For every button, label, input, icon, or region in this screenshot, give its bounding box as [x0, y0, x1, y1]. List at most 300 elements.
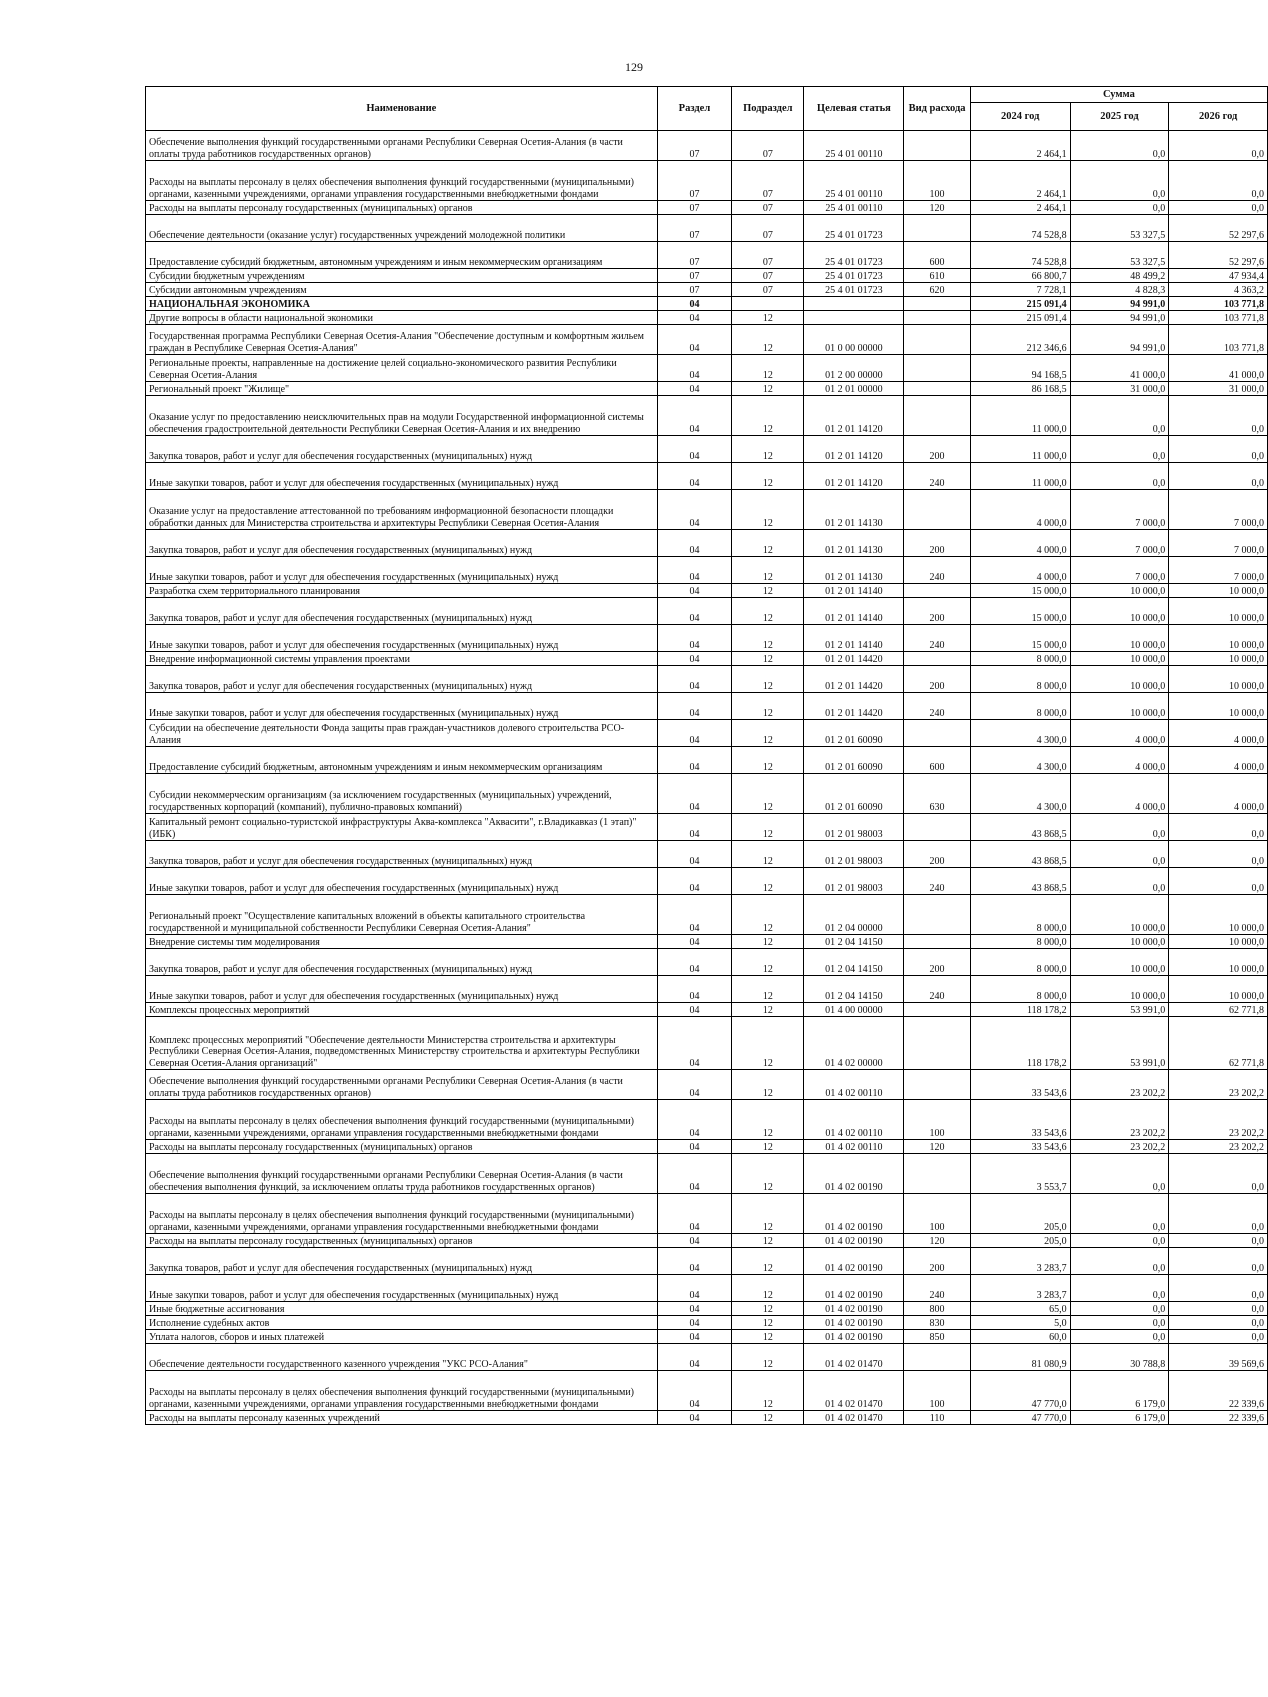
- row-value-2026: 10 000,0: [1169, 625, 1268, 652]
- row-subsection: 12: [732, 666, 804, 693]
- row-target: 01 2 04 14150: [804, 935, 904, 949]
- row-value-2024: 3 553,7: [970, 1154, 1070, 1194]
- row-name: Иные закупки товаров, работ и услуг для обеспечения государственных (муниципальных) нужд: [146, 868, 658, 895]
- table-row: [146, 325, 1268, 355]
- row-expense-type: 200: [904, 598, 971, 625]
- table-row: [146, 720, 1268, 747]
- row-value-2025: 23 202,2: [1070, 1140, 1169, 1154]
- row-name: Расходы на выплаты персоналу государственных (муниципальных) органов: [146, 1140, 658, 1154]
- row-section: 04: [657, 895, 732, 935]
- row-expense-type: 610: [904, 269, 971, 283]
- table-row: [146, 161, 1268, 201]
- row-name: Расходы на выплаты персоналу в целях обеспечения выполнения функций государственными (муниципальными) органами, казенными учреждениями, органами управления государственными внебюджетными фондами: [146, 1194, 658, 1234]
- row-target: 01 2 01 98003: [804, 814, 904, 841]
- row-value-2026: 0,0: [1169, 868, 1268, 895]
- row-value-2025: 30 788,8: [1070, 1344, 1169, 1371]
- row-section: 04: [657, 355, 732, 382]
- row-subsection: 12: [732, 584, 804, 598]
- row-expense-type: [904, 1154, 971, 1194]
- row-target: 01 4 02 00190: [804, 1234, 904, 1248]
- row-target: 01 2 01 60090: [804, 720, 904, 747]
- row-value-2024: 11 000,0: [970, 436, 1070, 463]
- row-name: Расходы на выплаты персоналу в целях обеспечения выполнения функций государственными (муниципальными) органами, казенными учреждениями, органами управления государственными внебюджетными фондами: [146, 161, 658, 201]
- row-target: 25 4 01 01723: [804, 242, 904, 269]
- row-section: 04: [657, 1100, 732, 1140]
- row-target: 01 4 02 00190: [804, 1275, 904, 1302]
- row-subsection: 12: [732, 747, 804, 774]
- row-expense-type: [904, 935, 971, 949]
- row-target: 01 2 01 14130: [804, 557, 904, 584]
- row-subsection: [732, 297, 804, 311]
- row-target: 01 2 04 14150: [804, 976, 904, 1003]
- row-target: 25 4 01 00110: [804, 131, 904, 161]
- row-section: 04: [657, 1194, 732, 1234]
- row-value-2024: 94 168,5: [970, 355, 1070, 382]
- header-section: Раздел: [657, 87, 732, 131]
- row-subsection: 12: [732, 1411, 804, 1425]
- row-name: Комплекс процессных мероприятий "Обеспечение деятельности Министерства строительства и архитектуры Республики Северная Осетия-Алания, подведомственных Министерству строительства и архитектуры Республики Северная Осетия-Алания организаций": [146, 1017, 658, 1070]
- row-expense-type: [904, 297, 971, 311]
- table-row: [146, 1140, 1268, 1154]
- row-value-2025: 10 000,0: [1070, 666, 1169, 693]
- row-value-2026: 10 000,0: [1169, 652, 1268, 666]
- row-value-2025: 10 000,0: [1070, 625, 1169, 652]
- row-value-2025: 0,0: [1070, 1330, 1169, 1344]
- row-subsection: 12: [732, 1330, 804, 1344]
- row-target: 01 4 02 01470: [804, 1344, 904, 1371]
- row-name: Закупка товаров, работ и услуг для обеспечения государственных (муниципальных) нужд: [146, 666, 658, 693]
- row-target: 01 4 02 01470: [804, 1411, 904, 1425]
- row-value-2026: 23 202,2: [1169, 1140, 1268, 1154]
- row-expense-type: 620: [904, 283, 971, 297]
- row-section: 04: [657, 1140, 732, 1154]
- row-value-2026: 62 771,8: [1169, 1003, 1268, 1017]
- row-target: 01 2 01 98003: [804, 868, 904, 895]
- header-expense-type: Вид расхода: [904, 87, 971, 131]
- row-section: 04: [657, 436, 732, 463]
- row-section: 04: [657, 1154, 732, 1194]
- row-section: 07: [657, 215, 732, 242]
- row-section: 07: [657, 242, 732, 269]
- row-name: Обеспечение выполнения функций государственными органами Республики Северная Осетия-Алания (в части оплаты труда работников государственных органов): [146, 131, 658, 161]
- row-expense-type: 240: [904, 693, 971, 720]
- table-row: [146, 774, 1268, 814]
- row-value-2024: 2 464,1: [970, 161, 1070, 201]
- row-subsection: 12: [732, 598, 804, 625]
- row-name: Предоставление субсидий бюджетным, автономным учреждениям и иным некоммерческим организациям: [146, 242, 658, 269]
- row-value-2024: 60,0: [970, 1330, 1070, 1344]
- row-value-2025: 10 000,0: [1070, 584, 1169, 598]
- row-target: 01 2 01 60090: [804, 774, 904, 814]
- row-value-2025: 94 991,0: [1070, 297, 1169, 311]
- row-value-2024: 86 168,5: [970, 382, 1070, 396]
- row-name: Региональный проект "Жилище": [146, 382, 658, 396]
- table-row: [146, 949, 1268, 976]
- row-value-2025: 0,0: [1070, 463, 1169, 490]
- row-value-2025: 0,0: [1070, 814, 1169, 841]
- row-subsection: 12: [732, 1371, 804, 1411]
- row-value-2026: 31 000,0: [1169, 382, 1268, 396]
- row-value-2025: 6 179,0: [1070, 1371, 1169, 1411]
- row-name: Обеспечение выполнения функций государственными органами Республики Северная Осетия-Алания (в части обеспечения выполнения функций, за исключением оплаты труда работников государственных органов): [146, 1154, 658, 1194]
- row-value-2025: 10 000,0: [1070, 935, 1169, 949]
- row-target: 25 4 01 01723: [804, 283, 904, 297]
- row-subsection: 12: [732, 935, 804, 949]
- row-name: Обеспечение деятельности государственного казенного учреждения "УКС РСО-Алания": [146, 1344, 658, 1371]
- row-target: 01 4 02 00110: [804, 1100, 904, 1140]
- row-value-2025: 4 828,3: [1070, 283, 1169, 297]
- table-row: [146, 1234, 1268, 1248]
- row-value-2026: 0,0: [1169, 1248, 1268, 1275]
- row-section: 04: [657, 1017, 732, 1070]
- row-subsection: 12: [732, 625, 804, 652]
- table-row: [146, 297, 1268, 311]
- row-name: Закупка товаров, работ и услуг для обеспечения государственных (муниципальных) нужд: [146, 530, 658, 557]
- row-value-2026: 0,0: [1169, 1275, 1268, 1302]
- row-target: 01 2 04 14150: [804, 949, 904, 976]
- row-value-2025: 6 179,0: [1070, 1411, 1169, 1425]
- row-target: 01 2 01 60090: [804, 747, 904, 774]
- row-subsection: 12: [732, 814, 804, 841]
- row-value-2024: 47 770,0: [970, 1411, 1070, 1425]
- row-value-2025: 0,0: [1070, 161, 1169, 201]
- row-target: 25 4 01 01723: [804, 269, 904, 283]
- row-target: 01 4 02 00190: [804, 1302, 904, 1316]
- table-row: [146, 935, 1268, 949]
- row-value-2024: 8 000,0: [970, 949, 1070, 976]
- row-value-2026: 0,0: [1169, 436, 1268, 463]
- row-value-2024: 15 000,0: [970, 598, 1070, 625]
- row-expense-type: [904, 584, 971, 598]
- row-section: 04: [657, 1371, 732, 1411]
- row-value-2024: 7 728,1: [970, 283, 1070, 297]
- row-value-2026: 103 771,8: [1169, 311, 1268, 325]
- row-subsection: 12: [732, 652, 804, 666]
- row-value-2024: 4 300,0: [970, 720, 1070, 747]
- row-value-2026: 103 771,8: [1169, 325, 1268, 355]
- header-target: Целевая статья: [804, 87, 904, 131]
- row-value-2026: 10 000,0: [1169, 976, 1268, 1003]
- row-value-2026: 10 000,0: [1169, 949, 1268, 976]
- row-section: 04: [657, 1070, 732, 1100]
- row-value-2024: 4 300,0: [970, 774, 1070, 814]
- row-expense-type: [904, 396, 971, 436]
- table-body: [146, 131, 1268, 1425]
- row-target: [804, 297, 904, 311]
- row-section: 04: [657, 598, 732, 625]
- table-row: [146, 976, 1268, 1003]
- row-value-2026: 0,0: [1169, 1316, 1268, 1330]
- row-section: 04: [657, 1411, 732, 1425]
- row-expense-type: 120: [904, 201, 971, 215]
- row-expense-type: [904, 895, 971, 935]
- row-name: Закупка товаров, работ и услуг для обеспечения государственных (муниципальных) нужд: [146, 436, 658, 463]
- row-expense-type: 100: [904, 1100, 971, 1140]
- row-name: Оказание услуг на предоставление аттестованной по требованиям информационной безопасности площадки обработки данных для Министерства строительства и архитектуры Республики Северная Осетия-Алания: [146, 490, 658, 530]
- row-target: 01 4 02 00110: [804, 1070, 904, 1100]
- row-value-2026: 23 202,2: [1169, 1100, 1268, 1140]
- row-value-2025: 31 000,0: [1070, 382, 1169, 396]
- row-value-2025: 0,0: [1070, 1316, 1169, 1330]
- row-value-2025: 4 000,0: [1070, 747, 1169, 774]
- row-name: Расходы на выплаты персоналу в целях обеспечения выполнения функций государственными (муниципальными) органами, казенными учреждениями, органами управления государственными внебюджетными фондами: [146, 1100, 658, 1140]
- row-subsection: 12: [732, 490, 804, 530]
- row-name: Предоставление субсидий бюджетным, автономным учреждениям и иным некоммерческим организациям: [146, 747, 658, 774]
- table-row: [146, 382, 1268, 396]
- row-section: 04: [657, 1330, 732, 1344]
- table-row: [146, 1302, 1268, 1316]
- row-value-2024: 65,0: [970, 1302, 1070, 1316]
- row-name: Субсидии бюджетным учреждениям: [146, 269, 658, 283]
- row-value-2025: 0,0: [1070, 1248, 1169, 1275]
- row-target: 25 4 01 00110: [804, 201, 904, 215]
- table-row: [146, 1070, 1268, 1100]
- row-subsection: 12: [732, 1316, 804, 1330]
- table-row: [146, 269, 1268, 283]
- row-name: Закупка товаров, работ и услуг для обеспечения государственных (муниципальных) нужд: [146, 949, 658, 976]
- row-value-2025: 94 991,0: [1070, 325, 1169, 355]
- row-name: Региональные проекты, направленные на достижение целей социально-экономического развития Республики Северная Осетия-Алания: [146, 355, 658, 382]
- table-row: [146, 868, 1268, 895]
- row-value-2024: 15 000,0: [970, 625, 1070, 652]
- row-value-2025: 48 499,2: [1070, 269, 1169, 283]
- row-value-2024: 4 000,0: [970, 530, 1070, 557]
- row-subsection: 07: [732, 242, 804, 269]
- row-subsection: 12: [732, 1234, 804, 1248]
- row-subsection: 12: [732, 325, 804, 355]
- row-expense-type: 100: [904, 161, 971, 201]
- table-row: [146, 1154, 1268, 1194]
- row-value-2024: 118 178,2: [970, 1003, 1070, 1017]
- row-target: 01 4 02 00000: [804, 1017, 904, 1070]
- row-target: 01 4 02 00190: [804, 1316, 904, 1330]
- row-name: Внедрение информационной системы управления проектами: [146, 652, 658, 666]
- row-expense-type: 600: [904, 747, 971, 774]
- row-expense-type: 200: [904, 841, 971, 868]
- row-value-2025: 0,0: [1070, 1275, 1169, 1302]
- row-value-2026: 39 569,6: [1169, 1344, 1268, 1371]
- row-value-2024: 3 283,7: [970, 1248, 1070, 1275]
- row-target: 01 2 01 14420: [804, 666, 904, 693]
- row-section: 04: [657, 557, 732, 584]
- row-expense-type: 240: [904, 625, 971, 652]
- row-value-2024: 43 868,5: [970, 814, 1070, 841]
- table-row: [146, 201, 1268, 215]
- row-value-2024: 8 000,0: [970, 666, 1070, 693]
- row-subsection: 12: [732, 1100, 804, 1140]
- row-target: 01 2 01 14120: [804, 396, 904, 436]
- row-name: Субсидии автономным учреждениям: [146, 283, 658, 297]
- row-target: 01 2 04 00000: [804, 895, 904, 935]
- row-target: 01 4 02 00190: [804, 1194, 904, 1234]
- row-section: 04: [657, 949, 732, 976]
- row-name: Оказание услуг по предоставлению неисключительных прав на модули Государственной информационной системы обеспечения градостроительной деятельности Республики Северная Осетия-Алания и их внедрению: [146, 396, 658, 436]
- row-section: 04: [657, 693, 732, 720]
- row-value-2024: 8 000,0: [970, 652, 1070, 666]
- row-value-2024: 33 543,6: [970, 1140, 1070, 1154]
- header-sum: Сумма: [970, 87, 1267, 103]
- row-expense-type: 240: [904, 557, 971, 584]
- row-value-2026: 62 771,8: [1169, 1017, 1268, 1070]
- row-value-2026: 0,0: [1169, 161, 1268, 201]
- row-value-2024: 11 000,0: [970, 463, 1070, 490]
- row-value-2025: 4 000,0: [1070, 720, 1169, 747]
- table-row: [146, 1194, 1268, 1234]
- row-subsection: 07: [732, 283, 804, 297]
- row-value-2025: 41 000,0: [1070, 355, 1169, 382]
- row-expense-type: 200: [904, 949, 971, 976]
- row-value-2026: 0,0: [1169, 1234, 1268, 1248]
- row-expense-type: 240: [904, 1275, 971, 1302]
- row-name: Иные закупки товаров, работ и услуг для обеспечения государственных (муниципальных) нужд: [146, 625, 658, 652]
- row-value-2026: 0,0: [1169, 131, 1268, 161]
- row-value-2026: 47 934,4: [1169, 269, 1268, 283]
- row-expense-type: 850: [904, 1330, 971, 1344]
- row-target: 01 2 01 98003: [804, 841, 904, 868]
- row-name: Закупка товаров, работ и услуг для обеспечения государственных (муниципальных) нужд: [146, 841, 658, 868]
- row-subsection: 12: [732, 382, 804, 396]
- row-section: 04: [657, 311, 732, 325]
- row-value-2026: 7 000,0: [1169, 490, 1268, 530]
- table-row: [146, 895, 1268, 935]
- row-value-2024: 215 091,4: [970, 297, 1070, 311]
- row-value-2026: 52 297,6: [1169, 242, 1268, 269]
- table-row: [146, 814, 1268, 841]
- row-name: Региональный проект "Осуществление капитальных вложений в объекты капитального строительства государственной и муниципальной собственности Республики Северная Осетия-Алания": [146, 895, 658, 935]
- row-name: Субсидии на обеспечение деятельности Фонда защиты прав граждан-участников долевого строительства РСО-Алания: [146, 720, 658, 747]
- row-name: Иные закупки товаров, работ и услуг для обеспечения государственных (муниципальных) нужд: [146, 557, 658, 584]
- row-section: 04: [657, 1003, 732, 1017]
- row-value-2025: 10 000,0: [1070, 976, 1169, 1003]
- table-row: [146, 625, 1268, 652]
- table-row: [146, 490, 1268, 530]
- row-target: 01 4 00 00000: [804, 1003, 904, 1017]
- row-name: Уплата налогов, сборов и иных платежей: [146, 1330, 658, 1344]
- row-expense-type: 240: [904, 868, 971, 895]
- row-value-2024: 215 091,4: [970, 311, 1070, 325]
- header-subsection: Подраздел: [732, 87, 804, 131]
- row-section: 07: [657, 161, 732, 201]
- row-name: Комплексы процессных мероприятий: [146, 1003, 658, 1017]
- row-target: [804, 311, 904, 325]
- row-subsection: 12: [732, 1017, 804, 1070]
- row-expense-type: 600: [904, 242, 971, 269]
- row-section: 04: [657, 382, 732, 396]
- row-name: Иные закупки товаров, работ и услуг для обеспечения государственных (муниципальных) нужд: [146, 693, 658, 720]
- row-section: 04: [657, 1344, 732, 1371]
- table-row: [146, 396, 1268, 436]
- row-value-2025: 53 991,0: [1070, 1003, 1169, 1017]
- row-value-2026: 0,0: [1169, 201, 1268, 215]
- row-expense-type: [904, 652, 971, 666]
- table-row: [146, 1003, 1268, 1017]
- row-name: НАЦИОНАЛЬНАЯ ЭКОНОМИКА: [146, 297, 658, 311]
- row-expense-type: 200: [904, 436, 971, 463]
- row-target: 01 2 01 14130: [804, 530, 904, 557]
- row-value-2026: 0,0: [1169, 814, 1268, 841]
- row-subsection: 07: [732, 161, 804, 201]
- row-value-2025: 10 000,0: [1070, 895, 1169, 935]
- header-2025: 2025 год: [1070, 103, 1169, 131]
- row-value-2025: 10 000,0: [1070, 693, 1169, 720]
- row-name: Внедрение системы тим моделирования: [146, 935, 658, 949]
- row-section: 04: [657, 1234, 732, 1248]
- table-row: [146, 584, 1268, 598]
- row-expense-type: 200: [904, 666, 971, 693]
- row-subsection: 12: [732, 355, 804, 382]
- table-row: [146, 242, 1268, 269]
- page-number: 129: [625, 60, 643, 74]
- row-expense-type: [904, 1344, 971, 1371]
- row-value-2024: 47 770,0: [970, 1371, 1070, 1411]
- row-target: 01 4 02 00190: [804, 1248, 904, 1275]
- row-expense-type: 200: [904, 1248, 971, 1275]
- row-expense-type: 100: [904, 1371, 971, 1411]
- row-subsection: 07: [732, 201, 804, 215]
- row-name: Капитальный ремонт социально-туристской инфраструктуры Аква-комплекса "Аквасити", г.Владикавказ (1 этап)" (ИБК): [146, 814, 658, 841]
- table-row: [146, 652, 1268, 666]
- row-value-2026: 103 771,8: [1169, 297, 1268, 311]
- row-value-2025: 0,0: [1070, 1302, 1169, 1316]
- row-section: 04: [657, 1275, 732, 1302]
- row-expense-type: [904, 355, 971, 382]
- row-value-2025: 0,0: [1070, 1194, 1169, 1234]
- row-section: 07: [657, 269, 732, 283]
- row-value-2024: 118 178,2: [970, 1017, 1070, 1070]
- row-subsection: 12: [732, 774, 804, 814]
- row-value-2025: 0,0: [1070, 1154, 1169, 1194]
- row-value-2025: 53 991,0: [1070, 1017, 1169, 1070]
- row-value-2026: 0,0: [1169, 1330, 1268, 1344]
- row-value-2026: 0,0: [1169, 463, 1268, 490]
- table-row: [146, 1017, 1268, 1070]
- row-subsection: 12: [732, 1302, 804, 1316]
- row-value-2026: 4 000,0: [1169, 774, 1268, 814]
- row-value-2024: 212 346,6: [970, 325, 1070, 355]
- row-section: 04: [657, 1248, 732, 1275]
- row-subsection: 12: [732, 895, 804, 935]
- row-section: 04: [657, 625, 732, 652]
- row-value-2025: 10 000,0: [1070, 949, 1169, 976]
- row-expense-type: [904, 720, 971, 747]
- row-value-2025: 7 000,0: [1070, 530, 1169, 557]
- row-section: 04: [657, 584, 732, 598]
- row-value-2024: 43 868,5: [970, 868, 1070, 895]
- row-value-2024: 74 528,8: [970, 215, 1070, 242]
- header-2024: 2024 год: [970, 103, 1070, 131]
- row-section: 04: [657, 841, 732, 868]
- row-name: Разработка схем территориального планирования: [146, 584, 658, 598]
- table-row: [146, 463, 1268, 490]
- table-row: [146, 1275, 1268, 1302]
- row-value-2025: 0,0: [1070, 201, 1169, 215]
- row-target: 01 2 01 14140: [804, 625, 904, 652]
- table-row: [146, 747, 1268, 774]
- row-value-2024: 8 000,0: [970, 976, 1070, 1003]
- row-subsection: 12: [732, 1003, 804, 1017]
- row-subsection: 12: [732, 1140, 804, 1154]
- row-name: Расходы на выплаты персоналу в целях обеспечения выполнения функций государственными (муниципальными) органами, казенными учреждениями, органами управления государственными внебюджетными фондами: [146, 1371, 658, 1411]
- row-subsection: 12: [732, 693, 804, 720]
- row-value-2024: 3 283,7: [970, 1275, 1070, 1302]
- row-value-2025: 0,0: [1070, 131, 1169, 161]
- row-value-2026: 10 000,0: [1169, 598, 1268, 625]
- row-value-2025: 10 000,0: [1070, 598, 1169, 625]
- row-value-2024: 205,0: [970, 1194, 1070, 1234]
- row-target: 01 4 02 00190: [804, 1330, 904, 1344]
- row-subsection: 12: [732, 1154, 804, 1194]
- table-row: [146, 1100, 1268, 1140]
